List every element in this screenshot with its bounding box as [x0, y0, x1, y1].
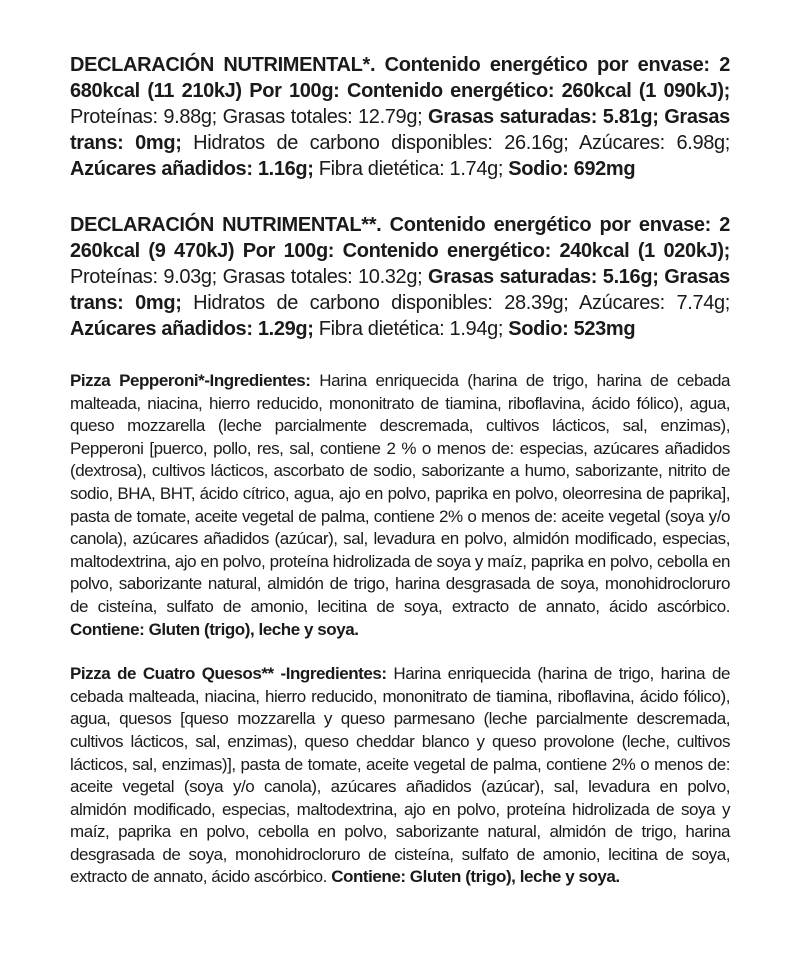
nutrition-declaration-pepperoni: [70, 52, 730, 182]
nutrition-label: [70, 52, 730, 889]
total-fats-value: Grasas totales: 10.32g;: [222, 266, 423, 288]
nutrition-declaration-cuatro-quesos: [70, 212, 730, 342]
ingredients-text: Harina enriquecida (harina de trigo, harina de cebada malteada, niacina, hierro reducido, mononitrato de tiamina, riboflavina, ácido fólico), agua, queso mozzarella (leche parcialmente descremada, cultivos lácticos, sal, enzimas), Pepperoni [puerco, pollo, res, sal, contiene 2 % o menos de: especias, azúcares añadidos (dextrosa), cultivos lácticos, ascorbato de sodio, saborizante a humo, saborizante, nitrito de sodio, BHA, BHT, ácido cítrico, agua, ajo en polvo, paprika en polvo, oleorresina de paprika], pasta de tomate, aceite vegetal de palma, contiene 2% o menos de: aceite vegetal (soya y/o canola), azúcares añadidos (azúcar), sal, levadura en polvo, almidón modificado, especias, maltodextrina, ajo en polvo, proteína hidrolizada de soya y maíz, paprika en polvo, cebolla en polvo, saborizante natural, almidón de trigo, harina desgrasada de soya, monohidrocloruro de cisteína, sulfato de amonio, lecitina de soya, extracto de annato, ácido ascórbico.: [70, 371, 730, 616]
carbs-value: Hidratos de carbono disponibles: 26.16g;: [193, 132, 569, 154]
nutrition-header: DECLARACIÓN NUTRIMENTAL**. Contenido energético por envase: 2 260kcal (9 470kJ) Por 100g: Contenido energético: 240kcal (1 020kJ);: [70, 214, 730, 262]
allergen-statement: Contiene: Gluten (trigo), leche y soya.: [70, 619, 359, 639]
sodium-value: Sodio: 523mg: [508, 318, 636, 340]
fiber-value: Fibra dietética: 1.94g;: [318, 318, 504, 340]
allergen-statement: Contiene: Gluten (trigo), leche y soya.: [331, 867, 620, 887]
added-sugars-value: Azúcares añadidos: 1.16g;: [70, 158, 314, 180]
fiber-value: Fibra dietética: 1.74g;: [318, 158, 504, 180]
added-sugars-value: Azúcares añadidos: 1.29g;: [70, 318, 314, 340]
total-fats-value: Grasas totales: 12.79g;: [222, 106, 423, 128]
carbs-value: Hidratos de carbono disponibles: 28.39g;: [193, 292, 569, 314]
trans-fats-value: Grasas trans: 0mg;: [70, 266, 730, 314]
sodium-value: Sodio: 692mg: [508, 158, 636, 180]
saturated-fats-value: Grasas saturadas: 5.16g;: [428, 266, 659, 288]
ingredients-text: Harina enriquecida (harina de trigo, harina de cebada malteada, niacina, hierro reducido, mononitrato de tiamina, riboflavina, ácido fólico), agua, quesos [queso mozzarella y queso parmesano (leche parcialmente descremada, cultivos lácticos, sal, enzimas), queso cheddar blanco y queso provolone (leche, cultivos lácticos, sal, enzimas)], pasta de tomate, aceite vegetal de palma, contiene 2% o menos de: aceite vegetal (soya y/o canola), azúcares añadidos (azúcar), sal, levadura en polvo, almidón modificado, especias, maltodextrina, ajo en polvo, proteína hidrolizada de soya y maíz, paprika en polvo, cebolla en polvo, saborizante natural, almidón de trigo, harina desgrasada de soya, monohidrocloruro de cisteína, sulfato de amonio, lecitina de soya, extracto de annato, ácido ascórbico.: [70, 664, 730, 887]
ingredients-title: Pizza Pepperoni*-Ingredientes:: [70, 371, 311, 390]
proteins-value: Proteínas: 9.88g;: [70, 106, 217, 128]
proteins-value: Proteínas: 9.03g;: [70, 266, 217, 288]
trans-fats-value: Grasas trans: 0mg;: [70, 106, 730, 154]
nutrition-header: DECLARACIÓN NUTRIMENTAL*. Contenido energético por envase: 2 680kcal (11 210kJ) Por 100g: Contenido energético: 260kcal (1 090kJ);: [70, 54, 730, 102]
ingredients-pepperoni: [70, 370, 730, 641]
sugars-value: Azúcares: 7.74g;: [579, 292, 730, 314]
saturated-fats-value: Grasas saturadas: 5.81g;: [428, 106, 659, 128]
ingredients-title: Pizza de Cuatro Quesos** -Ingredientes:: [70, 664, 387, 684]
sugars-value: Azúcares: 6.98g;: [579, 132, 730, 154]
ingredients-cuatro-quesos: [70, 663, 730, 889]
